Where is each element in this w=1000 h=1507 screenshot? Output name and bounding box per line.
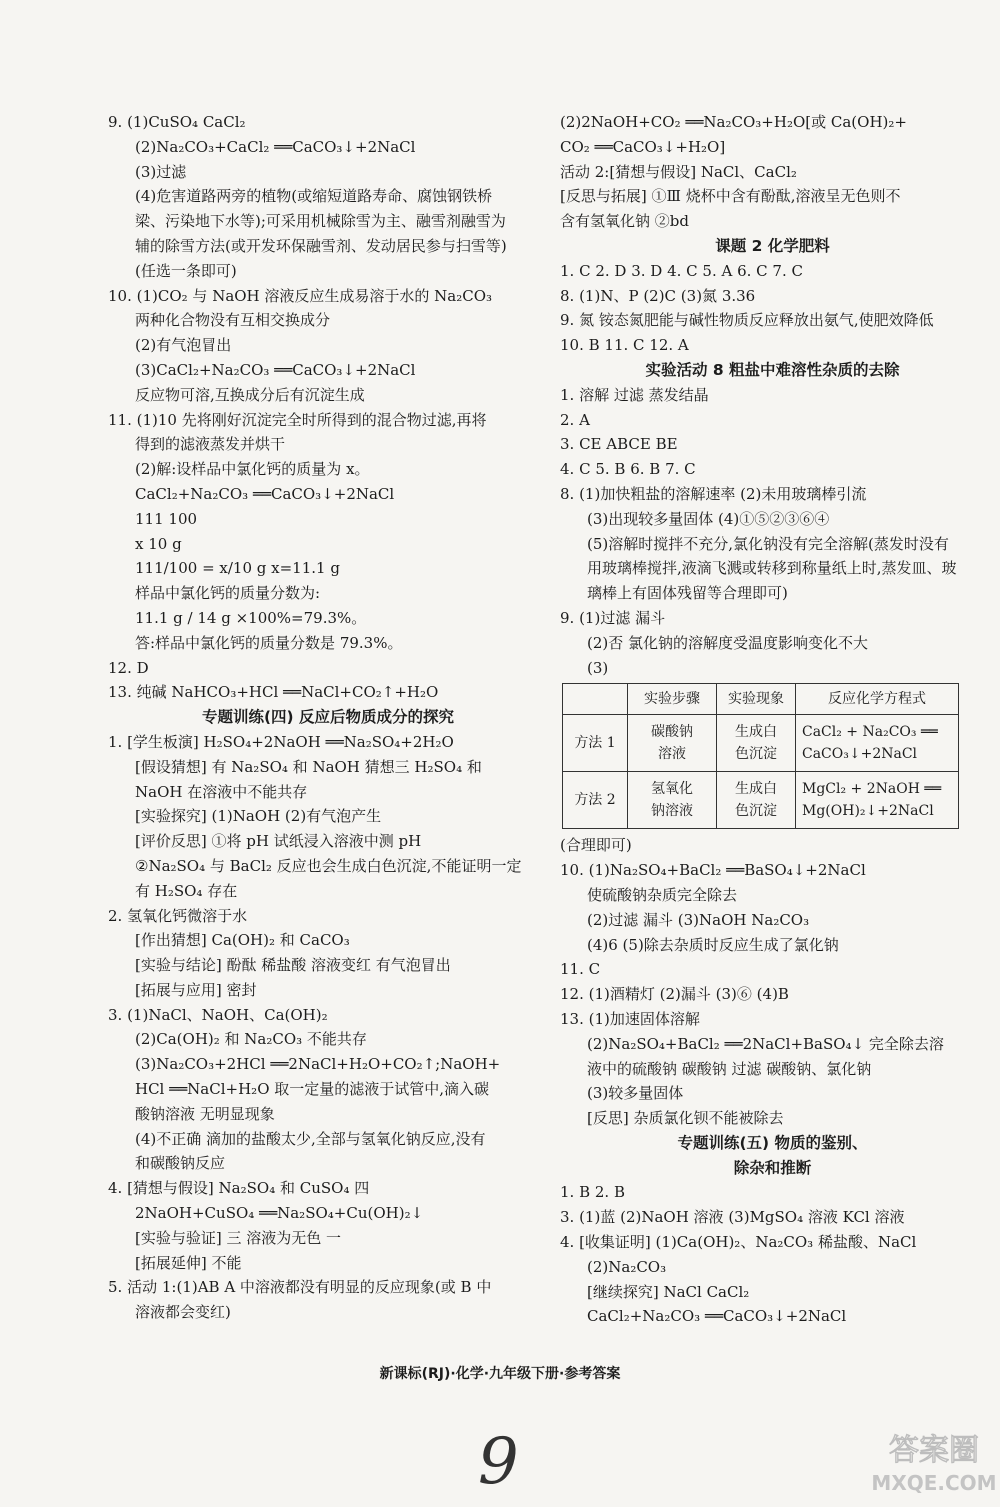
answer-line: (5)溶解时搅拌不充分,氯化钠没有完全溶解(蒸发时没有 <box>587 534 949 553</box>
watermark-logo <box>871 1418 997 1498</box>
answer-line: (3)CaCl₂+Na₂CO₃ ══CaCO₃↓+2NaCl <box>135 360 416 379</box>
answer-line: 2. A <box>560 410 590 429</box>
answer-line: 10. (1)Na₂SO₄+BaCl₂ ══BaSO₄↓+2NaCl <box>560 861 866 880</box>
step-line: 碳酸钠 <box>651 724 693 741</box>
table-row <box>563 772 959 829</box>
table-header-cell: 实验现象 <box>717 684 796 715</box>
answer-line: 4. [收集证明] (1)Ca(OH)₂、Na₂CO₃ 稀盐酸、NaCl <box>560 1233 917 1252</box>
answer-line: 10. (1)CO₂ 与 NaOH 溶液反应生成易溶于水的 Na₂CO₃ <box>108 286 493 305</box>
step-line: 溶液 <box>658 746 686 763</box>
answer-line: 酸钠溶液 无明显现象 <box>135 1104 275 1123</box>
answer-line: 13. (1)加速固体溶解 <box>560 1009 700 1028</box>
answer-line: [实验与验证] 三 溶液为无色 一 <box>135 1228 342 1247</box>
watermark-title: 答案圈 <box>889 1433 979 1468</box>
answer-line: CO₂ ══CaCO₃↓+H₂O] <box>560 137 726 156</box>
answer-line: 4. [猜想与假设] Na₂SO₄ 和 CuSO₄ 四 <box>108 1179 370 1198</box>
phenomenon-line: 色沉淀 <box>735 746 777 763</box>
answer-line: 1. [学生板演] H₂SO₄+2NaOH ══Na₂SO₄+2H₂O <box>108 732 454 751</box>
answer-line: 璃棒上有固体残留等合理即可) <box>587 584 788 603</box>
answer-line: (任选一条即可) <box>135 261 237 280</box>
answer-line: (4)危害道路两旁的植物(或缩短道路寿命、腐蚀钢铁桥 <box>135 187 493 206</box>
answer-line: 2. 氢氧化钙微溶于水 <box>108 906 248 925</box>
answer-line: 12. (1)酒精灯 (2)漏斗 (3)⑥ (4)B <box>560 985 789 1004</box>
answer-line: 使硫酸钠杂质完全除去 <box>587 885 738 904</box>
step-line: 钠溶液 <box>651 803 693 820</box>
phenomenon-line: 生成白 <box>735 781 777 798</box>
table-header-cell <box>563 684 628 715</box>
answer-line: [评价反思] ①将 pH 试纸浸入溶液中测 pH <box>135 832 422 851</box>
answer-line: 3. (1)蓝 (2)NaOH 溶液 (3)MgSO₄ 溶液 KCl 溶液 <box>560 1208 905 1227</box>
answer-line: (2)Na₂SO₄+BaCl₂ ══2NaCl+BaSO₄↓ 完全除去溶 <box>587 1034 944 1053</box>
answer-line: ②Na₂SO₄ 与 BaCl₂ 反应也会生成白色沉淀,不能证明一定 <box>135 856 522 875</box>
answer-line: 8. (1)加快粗盐的溶解速率 (2)未用玻璃棒引流 <box>560 484 867 503</box>
section-heading: 课题 2 化学肥料 <box>715 236 830 255</box>
answer-line: CaCl₂+Na₂CO₃ ══CaCO₃↓+2NaCl <box>135 484 395 503</box>
answer-line: 2NaOH+CuSO₄ ══Na₂SO₄+Cu(OH)₂↓ <box>135 1204 424 1223</box>
answer-line: (3)较多量固体 <box>587 1084 684 1103</box>
answer-line: [假设猜想] 有 Na₂SO₄ 和 NaOH 猜想三 H₂SO₄ 和 <box>135 757 482 776</box>
answer-line: CaCl₂+Na₂CO₃ ══CaCO₃↓+2NaCl <box>587 1307 847 1326</box>
right-top-block <box>560 110 985 680</box>
table-header-cell: 实验步骤 <box>628 684 717 715</box>
answer-line: HCl ══NaCl+H₂O 取一定量的滤液于试管中,滴入碳 <box>135 1080 490 1099</box>
page-footer: 新课标(RJ)·化学·九年级下册·参考答案 <box>379 1366 621 1382</box>
answer-line: 1. 溶解 过滤 蒸发结晶 <box>560 385 709 404</box>
answer-line: (2)否 氯化钠的溶解度受温度影响变化不大 <box>587 633 869 652</box>
equation-line: CaCO₃↓+2NaCl <box>802 746 918 763</box>
equation-line: Mg(OH)₂↓+2NaCl <box>802 803 934 820</box>
answer-line: 11.1 g / 14 g ×100%=79.3%。 <box>135 608 367 627</box>
section-heading: 除杂和推断 <box>733 1158 812 1177</box>
answer-line: 含有氢氧化钠 ②bd <box>560 212 689 231</box>
answer-line: 4. C 5. B 6. B 7. C <box>560 460 696 479</box>
answer-line: (3) <box>587 658 609 677</box>
answer-line: (3)出现较多量固体 (4)①⑤②③⑥④ <box>587 509 830 528</box>
answer-line: 答:样品中氯化钙的质量分数是 79.3%。 <box>135 633 403 652</box>
answer-line: 111 100 <box>135 509 198 528</box>
answer-line: (2)Na₂CO₃ <box>587 1257 667 1276</box>
answer-line: 8. (1)N、P (2)C (3)氮 3.36 <box>560 286 756 305</box>
equation-cell <box>796 772 959 829</box>
answer-line: 5. 活动 1:(1)AB A 中溶液都没有明显的反应现象(或 B 中 <box>108 1278 492 1297</box>
answer-line: 1. C 2. D 3. D 4. C 5. A 6. C 7. C <box>560 261 803 280</box>
answer-line: NaOH 在溶液中不能共存 <box>135 782 308 801</box>
answer-line: [反思与拓展] ①Ⅲ 烧杯中含有酚酞,溶液呈无色则不 <box>560 187 901 206</box>
answer-line: (4)不正确 滴加的盐酸太少,全部与氢氧化钠反应,没有 <box>135 1129 486 1148</box>
page-number: 9 <box>478 1425 519 1499</box>
answer-line: 10. B 11. C 12. A <box>560 336 689 355</box>
table-header-cell: 反应化学方程式 <box>796 684 959 715</box>
answer-line: (3)过滤 <box>135 162 187 181</box>
answer-line: 9. (1)CuSO₄ CaCl₂ <box>108 113 246 131</box>
answer-line: 液中的硫酸钠 碳酸钠 过滤 碳酸钠、氯化钠 <box>587 1059 872 1078</box>
answer-line: 样品中氯化钙的质量分数为: <box>135 584 321 603</box>
answer-line: 用玻璃棒搅拌,液滴飞溅或转移到称量纸上时,蒸发皿、玻 <box>587 559 957 578</box>
section-heading: 专题训练(五) 物质的鉴别、 <box>677 1133 868 1152</box>
answer-line: [拓展与应用] 密封 <box>135 980 257 999</box>
table-row <box>563 715 959 772</box>
answer-line: 溶液都会变红) <box>135 1303 231 1322</box>
equation-line: CaCl₂ + Na₂CO₃ ══ <box>802 724 938 741</box>
answer-line: 9. (1)过滤 漏斗 <box>560 608 666 627</box>
table-header-row <box>563 684 959 715</box>
answer-line: (2)解:设样品中氯化钙的质量为 x。 <box>135 460 370 479</box>
phenomenon-cell <box>717 772 796 829</box>
answer-line: (2)Na₂CO₃+CaCl₂ ══CaCO₃↓+2NaCl <box>135 137 416 156</box>
answer-line: [反思] 杂质氯化钡不能被除去 <box>587 1109 784 1128</box>
answer-line: 12. D <box>108 658 149 677</box>
answer-line: 和碳酸钠反应 <box>135 1154 226 1173</box>
answer-line: 13. 纯碱 NaHCO₃+HCl ══NaCl+CO₂↑+H₂O <box>108 683 439 702</box>
answer-line: (2)过滤 漏斗 (3)NaOH Na₂CO₃ <box>587 910 810 929</box>
answer-line: (3)Na₂CO₃+2HCl ══2NaCl+H₂O+CO₂↑;NaOH+ <box>135 1055 501 1074</box>
answer-line: x 10 g <box>135 534 182 553</box>
answer-line: (4)6 (5)除去杂质时反应生成了氯化钠 <box>587 935 839 954</box>
answer-line: 有 H₂SO₄ 存在 <box>135 881 238 900</box>
phenomenon-line: 色沉淀 <box>735 803 777 820</box>
section-heading: 专题训练(四) 反应后物质成分的探究 <box>201 708 455 727</box>
step-line: 氢氧化 <box>651 781 693 798</box>
watermark-url: MXQE.COM <box>871 1471 997 1495</box>
answer-line: (合理即可) <box>560 836 632 855</box>
equation-line: MgCl₂ + 2NaOH ══ <box>802 781 942 798</box>
answer-line: 3. CE ABCE BE <box>560 435 678 454</box>
answer-line: 两种化合物没有互相交换成分 <box>135 311 331 330</box>
answer-line: 活动 2:[猜想与假设] NaCl、CaCl₂ <box>560 162 797 181</box>
answer-line: 9. 氮 铵态氮肥能与碱性物质反应释放出氨气,使肥效降低 <box>560 311 934 330</box>
experiment-table <box>562 683 959 829</box>
answer-line: 3. (1)NaCl、NaOH、Ca(OH)₂ <box>108 1005 328 1024</box>
answer-line: [拓展延伸] 不能 <box>135 1253 242 1272</box>
left-column <box>108 110 548 1325</box>
equation-cell <box>796 715 959 772</box>
step-cell <box>628 715 717 772</box>
phenomenon-line: 生成白 <box>735 724 777 741</box>
answer-line: (2)Ca(OH)₂ 和 Na₂CO₃ 不能共存 <box>135 1030 367 1049</box>
method-cell: 方法 2 <box>563 772 628 829</box>
answer-line: (2)2NaOH+CO₂ ══Na₂CO₃+H₂O[或 Ca(OH)₂+ <box>560 113 907 131</box>
section-heading: 实验活动 8 粗盐中难溶性杂质的去除 <box>645 360 900 379</box>
answer-line: 辅的除雪方法(或开发环保融雪剂、发动居民参与扫雪等) <box>135 236 507 255</box>
answer-line: 得到的滤液蒸发并烘干 <box>135 435 286 454</box>
answer-line: 1. B 2. B <box>560 1183 625 1202</box>
answer-line: [实验与结论] 酚酞 稀盐酸 溶液变红 有气泡冒出 <box>135 956 451 975</box>
answer-line: [实验探究] (1)NaOH (2)有气泡产生 <box>135 807 382 826</box>
answer-line: 11. (1)10 先将刚好沉淀完全时所得到的混合物过滤,再将 <box>108 410 487 429</box>
phenomenon-cell <box>717 715 796 772</box>
answer-line: 梁、污染地下水等);可采用机械除雪为主、融雪剂融雪为 <box>135 212 506 231</box>
right-column <box>560 110 985 1329</box>
method-cell: 方法 1 <box>563 715 628 772</box>
answer-line: 反应物可溶,互换成分后有沉淀生成 <box>135 385 365 404</box>
answer-line: 111/100 = x/10 g x=11.1 g <box>135 559 340 578</box>
right-bottom-block <box>560 833 985 1329</box>
answer-line: [作出猜想] Ca(OH)₂ 和 CaCO₃ <box>135 931 350 950</box>
answer-line: (2)有气泡冒出 <box>135 336 232 355</box>
answer-line: 11. C <box>560 960 601 979</box>
answer-line: [继续探究] NaCl CaCl₂ <box>587 1282 750 1301</box>
step-cell <box>628 772 717 829</box>
